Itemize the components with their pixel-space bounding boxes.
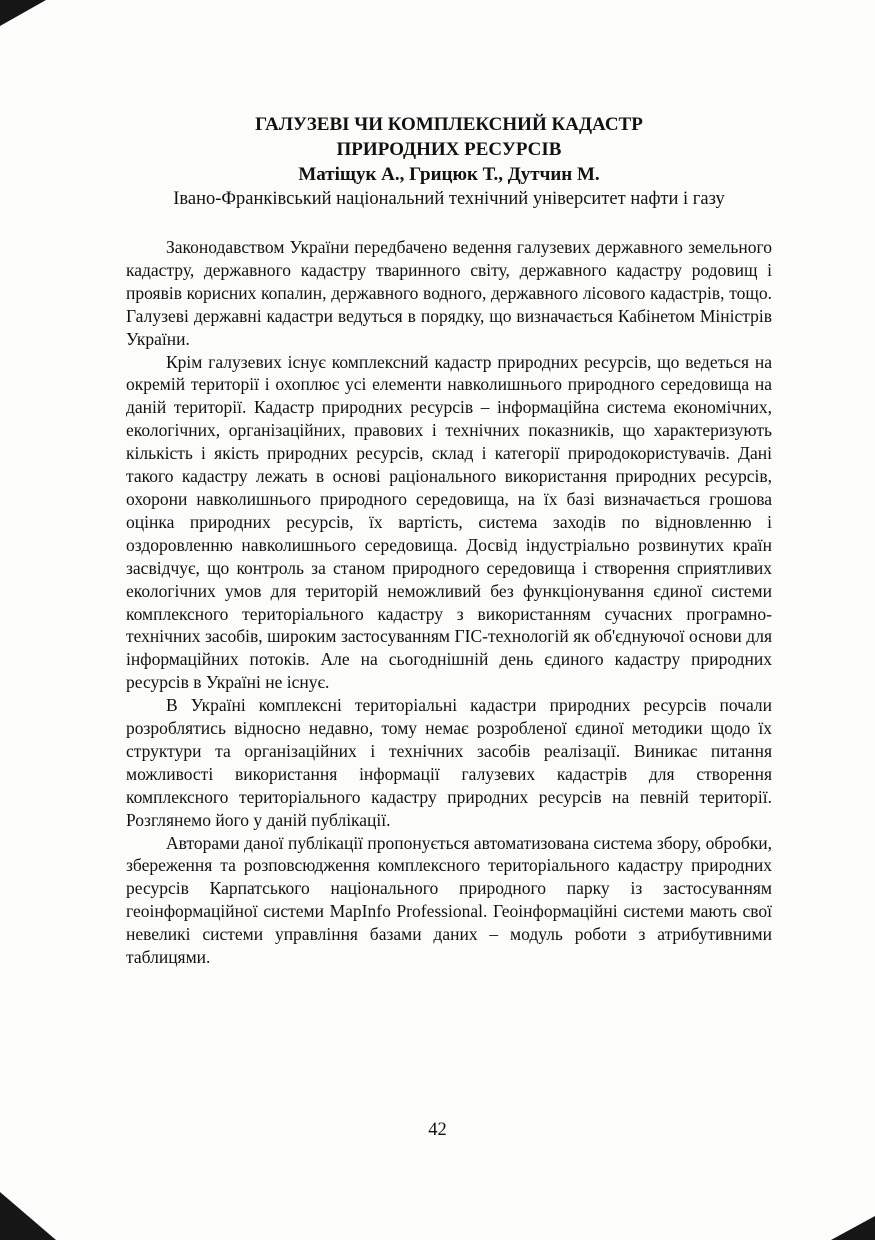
paper-body xyxy=(126,236,772,969)
paper-header xyxy=(126,112,772,212)
page-number: 42 xyxy=(428,1120,447,1140)
paragraph: Крім галузевих існує комплексний кадастр природних ресурсів, що ведеться на окремій території і охоплює усі елементи навколишнього природного середовища на даній території. Кадастр природних ресурсів – інформаційна система економічних, екологічних, організаційних, правових і технічних показників, що характеризують кількість і якість природних ресурсів, склад і категорії природокористувачів. Дані такого кадастру лежать в основі раціонального використання природних ресурсів, охорони навколишнього природного середовища, на їх базі визначається грошова оцінка природних ресурсів, їх вартість, система заходів по відновленню і оздоровленню навколишнього середовища. Досвід індустріально розвинутих країн засвідчує, що контроль за станом природного середовища і створення сприятливих екологічних умов для територій неможливий без функціонування єдиної системи комплексного територіального кадастру з використанням сучасних програмно-технічних засобів, широким застосуванням ГІС-технологій як об'єднуючої основи для інформаційних потоків. Але на сьогоднішній день єдиного кадастру природних ресурсів в Україні не існує. xyxy=(126,351,772,693)
paper-affiliation: Івано-Франківський національний технічний університет нафти і газу xyxy=(173,189,725,209)
paper-authors: Матіщук А., Грицюк Т., Дутчин М. xyxy=(298,164,600,185)
paragraph: Законодавством України передбачено ведення галузевих державного земельного кадастру, державного кадастру тваринного світу, державного кадастру родовищ і проявів корисних копалин, державного водного, державного лісового кадастрів, тощо. Галузеві державні кадастри ведуться в порядку, що визначається Кабінетом Міністрів України. xyxy=(126,237,772,349)
scan-artifact-top-left xyxy=(0,0,46,26)
paragraph: В Україні комплексні територіальні кадастри природних ресурсів почали розроблятись відносно недавно, тому немає розробленої єдиної методики щодо їх структури та організаційних і технічних засобів реалізації. Виникає питання можливості використання інформації галузевих кадастрів для створення комплексного територіального кадастру природних ресурсів на певній території. Розглянемо його у даній публікації. xyxy=(126,695,772,830)
paper-title-line-2: ПРИРОДНИХ РЕСУРСІВ xyxy=(336,139,562,160)
scan-artifact-bottom-right xyxy=(831,1216,875,1240)
scan-artifact-bottom-left xyxy=(0,1192,56,1240)
paper-title-line-1: ГАЛУЗЕВІ ЧИ КОМПЛЕКСНИЙ КАДАСТР xyxy=(255,114,643,135)
paragraph: Авторами даної публікації пропонується автоматизована система збору, обробки, збереження та розповсюдження комплексного територіального кадастру природних ресурсів Карпатського національного природного парку із застосуванням геоінформаційної системи MapInfo Professional. Геоінформаційні системи мають свої невеликі системи управління базами даних – модуль роботи з атрибутивними таблицями. xyxy=(126,832,772,968)
page-content xyxy=(126,112,772,969)
